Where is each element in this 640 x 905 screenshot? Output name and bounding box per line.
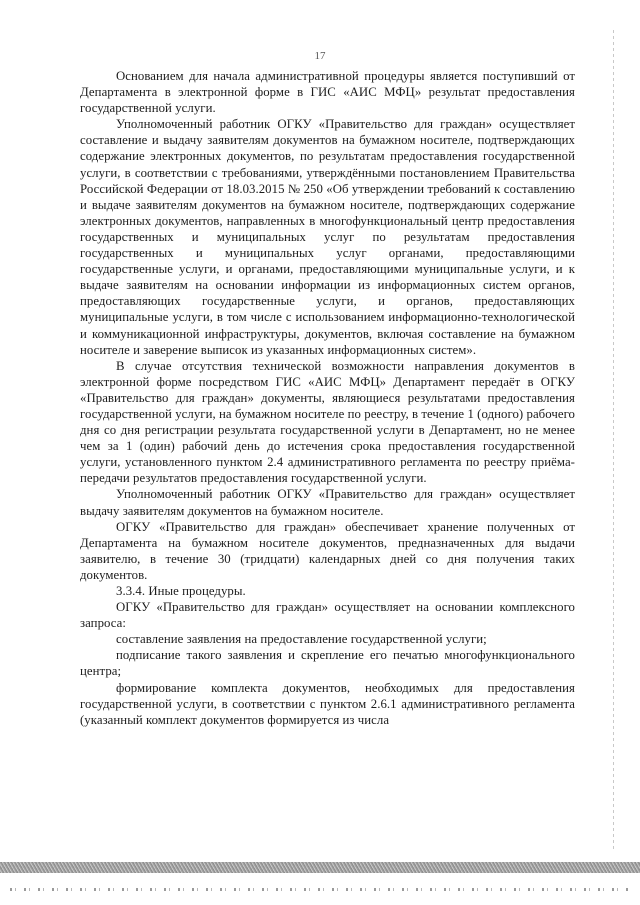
list-item-form-document-set: формирование комплекта документов, необходимых для предоставления государственной услуги, в соответствии с пунктом 2.6.1 административного регламента (указанный комплект документов формируется из числа <box>80 680 575 727</box>
scan-bottom-band <box>0 862 640 873</box>
document-body <box>80 68 575 728</box>
paragraph-no-technical-possibility: В случае отсутствия технической возможности направления документов в электронной форме посредством ГИС «АИС МФЦ» Департамент передаёт в ОГКУ «Правительство для граждан» документы, являющиеся результатами предоставления государственной услуги, на бумажном носителе по реестру, в течение 1 (одного) рабочего дня со дня регистрации результата государственной услуги в Департамент, но не менее чем за 1 (один) рабочий день до истечения срока предоставления государственной услуги, установленного пунктом 2.4 административного регламента по реестру приёма-передачи результатов предоставления государственной услуги. <box>80 358 575 486</box>
paragraph-complex-request: ОГКУ «Правительство для граждан» осуществляет на основании комплексного запроса: <box>80 600 575 631</box>
list-item-sign-application: подписание такого заявления и скрепление его печатью многофункционального центра; <box>80 648 575 679</box>
paragraph-issuance-paper: Уполномоченный работник ОГКУ «Правительство для граждан» осуществляет выдачу заявителям документов на бумажном носителе. <box>80 487 575 518</box>
page-number: 17 <box>314 50 326 62</box>
paragraph-basis: Основанием для начала административной процедуры является поступивший от Департамента в электронной форме в ГИС «АИС МФЦ» результат предоставления государственной услуги. <box>80 69 575 116</box>
scan-edge-right <box>613 30 614 850</box>
scan-bottom-dots <box>10 888 630 891</box>
list-item-compose-application: составление заявления на предоставление государственной услуги; <box>116 632 487 647</box>
paragraph-issuing-documents: Уполномоченный работник ОГКУ «Правительство для граждан» осуществляет составление и выдачу заявителям документов на бумажном носителе, подтверждающих содержание электронных документов, по результатам предоставления государственной услуги, в соответствии с требованиями, утверждёнными постановлением Правительства Российской Федерации от 18.03.2015 № 250 «Об утверждении требований к составлению и выдаче заявителям документов на бумажном носителе, подтверждающих содержание электронных документов, направленных в многофункциональный центр предоставления государственных и муниципальных услуг по результатам предоставления государственных и муниципальных услуг органами, предоставляющими государственные услуги, и органами, предоставляющими муниципальные услуги, и к выдаче заявителям на основании информации из информационных систем органов, предоставляющих государственные услуги, и органов, предоставляющих муниципальные услуги, в том числе с использованием информационно-технологической и коммуникационной инфраструктуры, документов, включая составление на бумажном носителе и заверение выписок из указанных информационных систем». <box>80 117 575 357</box>
paragraph-storage: ОГКУ «Правительство для граждан» обеспечивает хранение полученных от Департамента на бумажном носителе документов, предназначенных для выдачи заявителю, в течение 30 (тридцати) календарных дней со дня получения таких документов. <box>80 519 575 582</box>
section-heading-other-procedures: 3.3.4. Иные процедуры. <box>116 584 246 598</box>
